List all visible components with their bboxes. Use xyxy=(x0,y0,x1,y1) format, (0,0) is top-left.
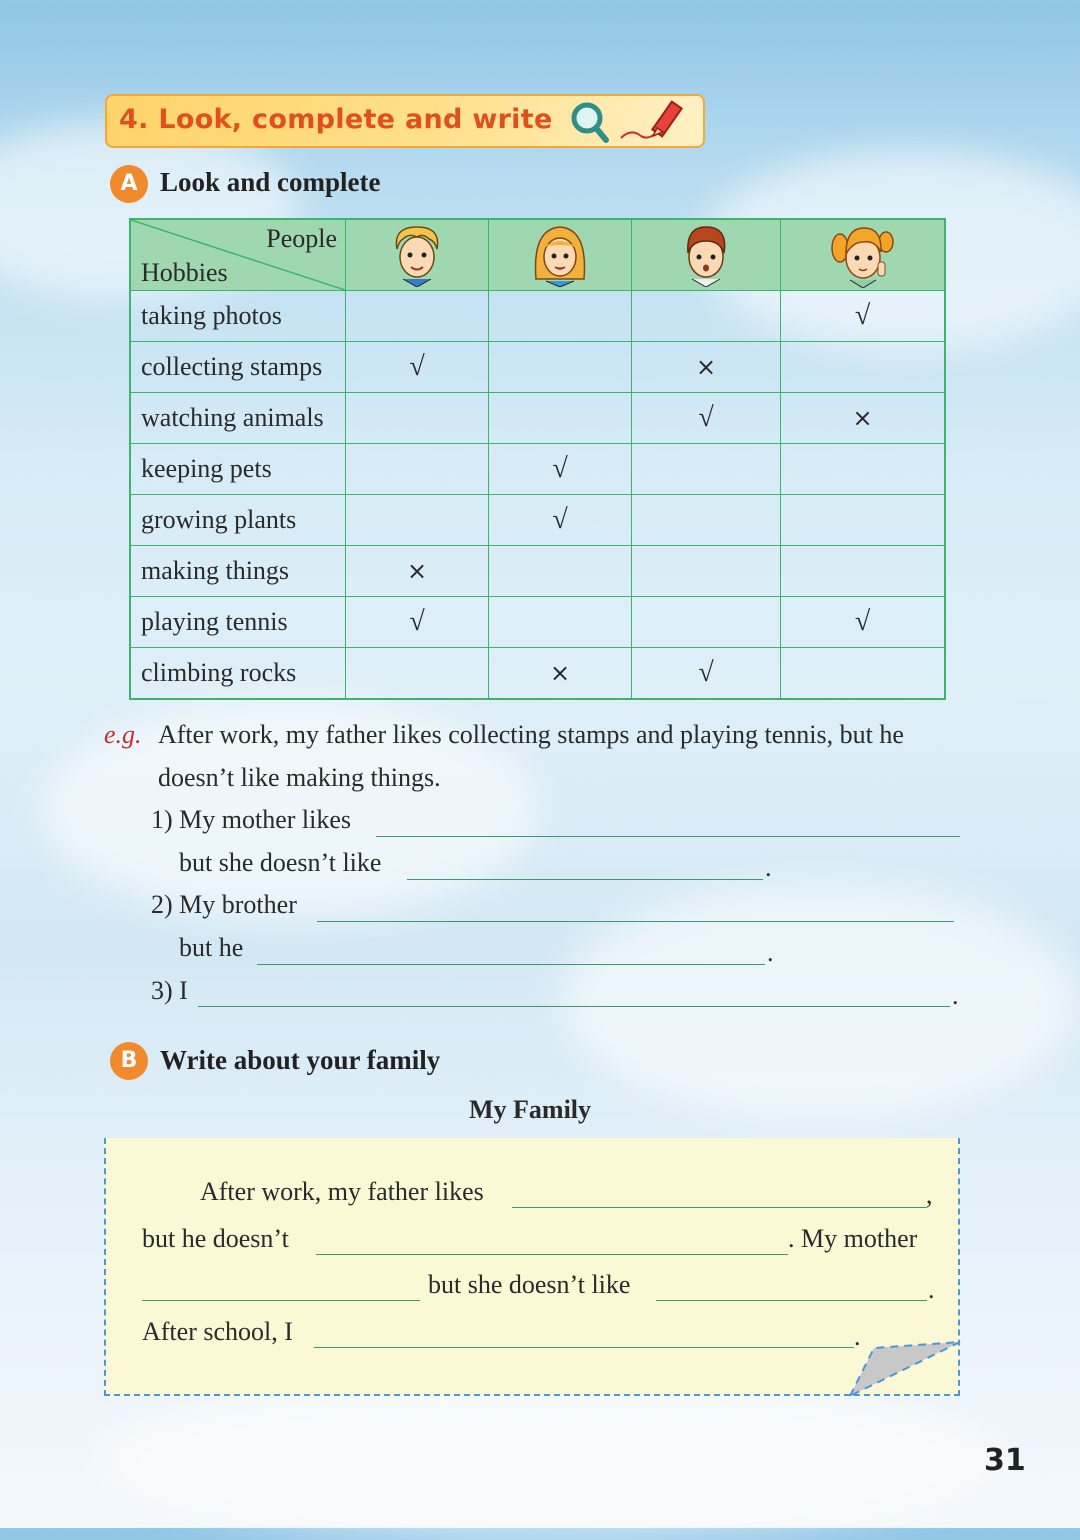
mark-cell xyxy=(781,546,946,597)
period: . xyxy=(767,938,774,967)
table-corner-cell xyxy=(130,219,346,291)
example-line-1: After work, my father likes collecting stamps and playing tennis, but he xyxy=(158,720,904,749)
hobby-label: taking photos xyxy=(130,291,346,342)
girl-column-header xyxy=(781,219,946,291)
mark-cell: √ xyxy=(632,393,781,444)
mark-cell: × xyxy=(632,342,781,393)
father-column-header xyxy=(346,219,489,291)
family-blank-2[interactable] xyxy=(316,1254,788,1255)
example-line-2: doesn’t like making things. xyxy=(158,763,441,792)
table-row xyxy=(130,444,945,495)
hobby-label: collecting stamps xyxy=(130,342,346,393)
page-fold-corner xyxy=(850,1340,964,1400)
brother-column-header xyxy=(632,219,781,291)
section-b-badge: B xyxy=(110,1042,148,1080)
mark-cell xyxy=(489,342,632,393)
mother-column-header xyxy=(489,219,632,291)
mark-cell xyxy=(632,546,781,597)
family-line-3: but she doesn’t like xyxy=(428,1270,631,1299)
period: . xyxy=(928,1275,935,1304)
family-blank-1[interactable] xyxy=(512,1207,927,1208)
brother-face-icon xyxy=(676,223,736,287)
q2-prompt-2: but he xyxy=(179,933,244,962)
mark-cell: √ xyxy=(781,291,946,342)
hobbies-table xyxy=(129,218,946,700)
hobby-label: growing plants xyxy=(130,495,346,546)
section-header-banner xyxy=(105,94,705,148)
q1-prompt: 1) My mother likes xyxy=(151,805,352,834)
mark-cell: √ xyxy=(632,648,781,700)
family-blank-3[interactable] xyxy=(142,1300,420,1301)
mark-cell xyxy=(781,342,946,393)
table-row xyxy=(130,291,945,342)
mark-cell xyxy=(489,546,632,597)
hobby-label: making things xyxy=(130,546,346,597)
table-row xyxy=(130,393,945,444)
q3-answer-blank[interactable] xyxy=(198,1006,950,1007)
table-row xyxy=(130,597,945,648)
mark-cell: √ xyxy=(489,444,632,495)
mark-cell xyxy=(632,495,781,546)
mark-cell xyxy=(346,291,489,342)
magnifier-icon xyxy=(574,105,606,140)
q2-answer-blank[interactable] xyxy=(317,921,954,922)
table-row xyxy=(130,648,945,700)
example-label: e.g. xyxy=(104,720,142,749)
mark-cell xyxy=(781,495,946,546)
mark-cell: × xyxy=(781,393,946,444)
hobby-label: playing tennis xyxy=(130,597,346,648)
mark-cell xyxy=(489,291,632,342)
hobby-label: keeping pets xyxy=(130,444,346,495)
people-header: People xyxy=(266,224,337,253)
q1-answer-blank-2[interactable] xyxy=(407,879,763,880)
mark-cell xyxy=(489,393,632,444)
q1-prompt-2: but she doesn’t like xyxy=(179,848,382,877)
mark-cell xyxy=(346,393,489,444)
mark-cell: × xyxy=(346,546,489,597)
family-line-2a: but he doesn’t xyxy=(142,1224,289,1253)
mark-cell: × xyxy=(489,648,632,700)
period: . xyxy=(765,853,772,882)
mark-cell xyxy=(489,597,632,648)
exercise-title: 4. Look, complete and write xyxy=(119,104,553,135)
comma: , xyxy=(926,1180,933,1209)
banner-icons xyxy=(569,98,699,151)
mark-cell xyxy=(632,444,781,495)
mark-cell: √ xyxy=(346,342,489,393)
girl-face-icon xyxy=(828,222,898,288)
mark-cell: √ xyxy=(346,597,489,648)
mark-cell xyxy=(346,444,489,495)
mark-cell: √ xyxy=(781,597,946,648)
table-row xyxy=(130,546,945,597)
family-line-1: After work, my father likes xyxy=(200,1177,484,1206)
mark-cell xyxy=(632,291,781,342)
period: . xyxy=(952,981,959,1010)
father-face-icon xyxy=(387,223,447,287)
mark-cell xyxy=(781,444,946,495)
hobbies-header: Hobbies xyxy=(141,258,228,287)
mark-cell xyxy=(346,648,489,700)
family-line-4: After school, I xyxy=(142,1317,293,1346)
hobby-label: climbing rocks xyxy=(130,648,346,700)
q2-answer-blank-2[interactable] xyxy=(257,964,765,965)
table-row xyxy=(130,495,945,546)
section-a-badge: A xyxy=(110,165,148,203)
mark-cell xyxy=(632,597,781,648)
section-a-title: Look and complete xyxy=(160,167,381,197)
mark-cell: √ xyxy=(489,495,632,546)
family-blank-4[interactable] xyxy=(656,1300,927,1301)
mark-cell xyxy=(346,495,489,546)
q2-prompt: 2) My brother xyxy=(151,890,297,919)
hobby-label: watching animals xyxy=(130,393,346,444)
family-blank-5[interactable] xyxy=(314,1347,854,1348)
my-family-heading: My Family xyxy=(468,1095,592,1124)
section-b-title: Write about your family xyxy=(160,1045,441,1075)
q3-prompt: 3) I xyxy=(151,976,188,1005)
mark-cell xyxy=(781,648,946,700)
table-row xyxy=(130,342,945,393)
page-number: 31 xyxy=(984,1443,1026,1478)
period: . xyxy=(854,1322,861,1351)
mother-face-icon xyxy=(528,223,592,287)
pencil-icon xyxy=(621,102,682,138)
family-line-2b: . My mother xyxy=(788,1224,918,1253)
q1-answer-blank[interactable] xyxy=(376,836,960,837)
